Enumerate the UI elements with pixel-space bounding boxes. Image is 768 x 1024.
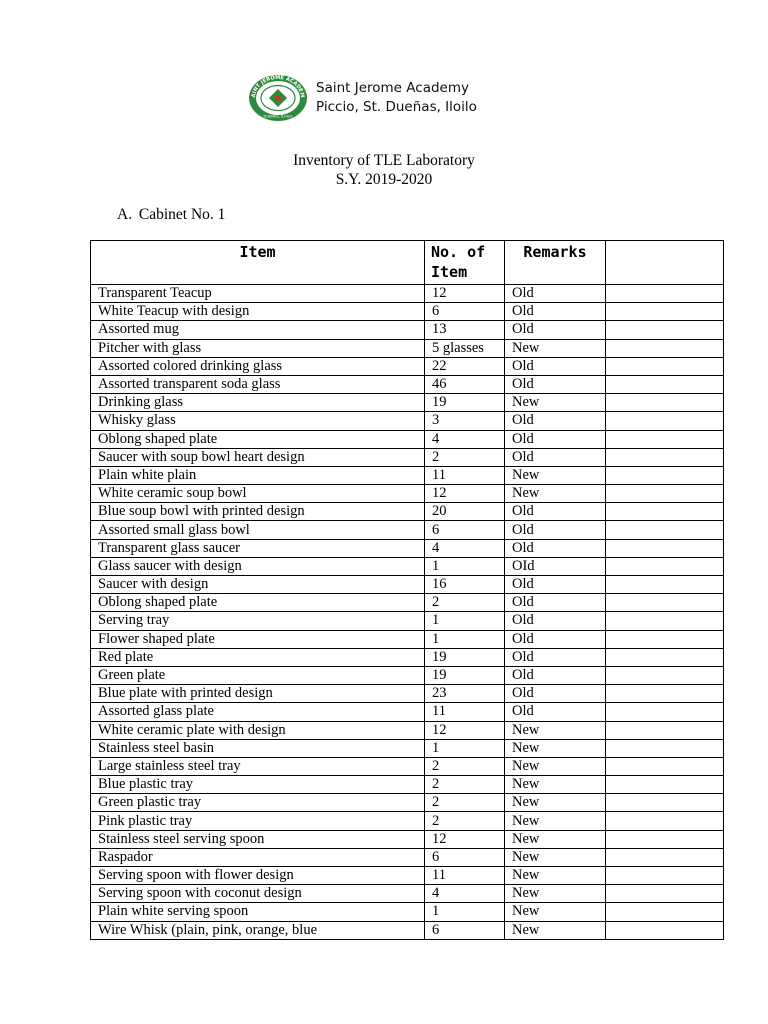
remarks-cell: New (505, 867, 606, 885)
extra-cell (606, 375, 724, 393)
extra-cell (606, 539, 724, 557)
table-row (91, 576, 724, 594)
remarks-cell: Old (505, 430, 606, 448)
item-cell: Oblong shaped plate (91, 594, 425, 612)
remarks-cell: Old (505, 357, 606, 375)
remarks-cell: New (505, 485, 606, 503)
table-row (91, 867, 724, 885)
extra-cell (606, 794, 724, 812)
table-row (91, 357, 724, 375)
table-row (91, 812, 724, 830)
item-cell: Plain white plain (91, 466, 425, 484)
table-row (91, 666, 724, 684)
count-cell: 19 (425, 394, 505, 412)
remarks-cell: New (505, 394, 606, 412)
count-cell: 2 (425, 776, 505, 794)
count-cell: 4 (425, 885, 505, 903)
seal-emblem-center (275, 95, 281, 101)
remarks-cell: Old (505, 448, 606, 466)
remarks-cell: New (505, 903, 606, 921)
count-cell: 6 (425, 921, 505, 939)
count-cell: 1 (425, 739, 505, 757)
extra-cell (606, 594, 724, 612)
column-header-item: Item (91, 241, 425, 285)
extra-cell (606, 739, 724, 757)
count-cell: 1 (425, 612, 505, 630)
remarks-cell: New (505, 739, 606, 757)
remarks-cell: Old (505, 285, 606, 303)
column-header-remarks: Remarks (505, 241, 606, 285)
count-cell: 12 (425, 721, 505, 739)
remarks-cell: New (505, 757, 606, 775)
count-cell: 2 (425, 594, 505, 612)
extra-cell (606, 885, 724, 903)
item-cell: Serving spoon with coconut design (91, 885, 425, 903)
table-row (91, 848, 724, 866)
school-info (316, 79, 477, 117)
item-cell: Oblong shaped plate (91, 430, 425, 448)
remarks-cell: Old (505, 521, 606, 539)
extra-cell (606, 412, 724, 430)
count-cell: 20 (425, 503, 505, 521)
extra-cell (606, 612, 724, 630)
extra-cell (606, 557, 724, 575)
table-row (91, 466, 724, 484)
extra-cell (606, 921, 724, 939)
count-cell: 11 (425, 703, 505, 721)
remarks-cell: Old (505, 303, 606, 321)
item-cell: Assorted transparent soda glass (91, 375, 425, 393)
count-cell: 6 (425, 303, 505, 321)
count-cell: 2 (425, 812, 505, 830)
item-cell: Saucer with design (91, 576, 425, 594)
remarks-cell: Old (505, 666, 606, 684)
section-letter: A. (117, 206, 133, 223)
table-row (91, 703, 724, 721)
item-cell: Stainless steel serving spoon (91, 830, 425, 848)
table-row (91, 285, 724, 303)
table-row (91, 739, 724, 757)
count-cell: 13 (425, 321, 505, 339)
item-cell: White ceramic plate with design (91, 721, 425, 739)
remarks-cell: Old (505, 703, 606, 721)
item-cell: Blue plate with printed design (91, 685, 425, 703)
item-cell: Assorted small glass bowl (91, 521, 425, 539)
inventory-table (90, 240, 724, 940)
extra-cell (606, 830, 724, 848)
school-header (248, 74, 477, 122)
extra-cell (606, 721, 724, 739)
table-row (91, 339, 724, 357)
extra-cell (606, 503, 724, 521)
item-cell: White ceramic soup bowl (91, 485, 425, 503)
extra-cell (606, 848, 724, 866)
count-cell: 1 (425, 903, 505, 921)
extra-cell (606, 630, 724, 648)
item-cell: Whisky glass (91, 412, 425, 430)
table-row (91, 685, 724, 703)
count-cell: 2 (425, 757, 505, 775)
item-cell: Green plate (91, 666, 425, 684)
table-row (91, 448, 724, 466)
extra-cell (606, 685, 724, 703)
remarks-cell: Old (505, 375, 606, 393)
table-row (91, 412, 724, 430)
table-row (91, 830, 724, 848)
item-cell: Serving spoon with flower design (91, 867, 425, 885)
item-cell: Raspador (91, 848, 425, 866)
document-title: Inventory of TLE Laboratory (293, 152, 475, 169)
count-cell: 12 (425, 285, 505, 303)
table-row (91, 648, 724, 666)
table-row (91, 321, 724, 339)
extra-cell (606, 903, 724, 921)
table-row (91, 375, 724, 393)
extra-cell (606, 648, 724, 666)
extra-cell (606, 867, 724, 885)
extra-cell (606, 321, 724, 339)
count-cell: 6 (425, 521, 505, 539)
column-header-extra (606, 241, 724, 285)
extra-cell (606, 757, 724, 775)
remarks-cell: Old (505, 612, 606, 630)
seal-subtext: DUEÑAS, ILOILO (263, 114, 293, 119)
seal-text: AINT JEROME ACADEM (250, 74, 306, 99)
extra-cell (606, 576, 724, 594)
count-cell: 46 (425, 375, 505, 393)
remarks-cell: New (505, 794, 606, 812)
extra-cell (606, 339, 724, 357)
count-cell: 16 (425, 576, 505, 594)
remarks-cell: Old (505, 412, 606, 430)
count-cell: 4 (425, 430, 505, 448)
remarks-cell: New (505, 466, 606, 484)
school-name: Saint Jerome Academy (316, 80, 469, 96)
item-cell: Pitcher with glass (91, 339, 425, 357)
column-header-count: No. of Item (425, 241, 505, 285)
remarks-cell: New (505, 721, 606, 739)
extra-cell (606, 357, 724, 375)
count-cell: 3 (425, 412, 505, 430)
table-row (91, 303, 724, 321)
remarks-cell: New (505, 812, 606, 830)
remarks-cell: New (505, 830, 606, 848)
count-cell: 19 (425, 648, 505, 666)
item-cell: Assorted colored drinking glass (91, 357, 425, 375)
count-cell: 19 (425, 666, 505, 684)
table-row (91, 485, 724, 503)
item-cell: Flower shaped plate (91, 630, 425, 648)
count-cell: 2 (425, 448, 505, 466)
table-row (91, 612, 724, 630)
item-cell: Stainless steel basin (91, 739, 425, 757)
table-row (91, 430, 724, 448)
table-row (91, 521, 724, 539)
item-cell: Blue plastic tray (91, 776, 425, 794)
item-cell: Blue soup bowl with printed design (91, 503, 425, 521)
remarks-cell: Old (505, 503, 606, 521)
remarks-cell: New (505, 921, 606, 939)
section-name: Cabinet No. 1 (138, 206, 226, 223)
table-header-row (91, 241, 724, 285)
extra-cell (606, 776, 724, 794)
remarks-cell: New (505, 776, 606, 794)
count-cell: 23 (425, 685, 505, 703)
table-row (91, 794, 724, 812)
item-cell: Serving tray (91, 612, 425, 630)
table-row (91, 539, 724, 557)
item-cell: Transparent glass saucer (91, 539, 425, 557)
count-cell: 12 (425, 485, 505, 503)
extra-cell (606, 812, 724, 830)
remarks-cell: New (505, 339, 606, 357)
extra-cell (606, 466, 724, 484)
item-cell: White Teacup with design (91, 303, 425, 321)
count-cell: 12 (425, 830, 505, 848)
table-row (91, 757, 724, 775)
extra-cell (606, 430, 724, 448)
section-heading (117, 206, 225, 224)
extra-cell (606, 394, 724, 412)
remarks-cell: New (505, 848, 606, 866)
table-row (91, 557, 724, 575)
item-cell: Green plastic tray (91, 794, 425, 812)
item-cell: Saucer with soup bowl heart design (91, 448, 425, 466)
extra-cell (606, 666, 724, 684)
item-cell: Pink plastic tray (91, 812, 425, 830)
remarks-cell: Old (505, 648, 606, 666)
remarks-cell: Old (505, 539, 606, 557)
table-row (91, 594, 724, 612)
item-cell: Transparent Teacup (91, 285, 425, 303)
table-row (91, 885, 724, 903)
count-cell: 5 glasses (425, 339, 505, 357)
extra-cell (606, 303, 724, 321)
table-row (91, 503, 724, 521)
item-cell: Red plate (91, 648, 425, 666)
count-cell: 6 (425, 848, 505, 866)
table-row (91, 721, 724, 739)
item-cell: Wire Whisk (plain, pink, orange, blue (91, 921, 425, 939)
extra-cell (606, 521, 724, 539)
remarks-cell: New (505, 885, 606, 903)
item-cell: Plain white serving spoon (91, 903, 425, 921)
remarks-cell: Old (505, 576, 606, 594)
school-address: Piccio, St. Dueñas, Iloilo (316, 99, 477, 115)
item-cell: Large stainless steel tray (91, 757, 425, 775)
school-year: S.Y. 2019-2020 (335, 171, 433, 188)
count-cell: 11 (425, 867, 505, 885)
remarks-cell: Old (505, 594, 606, 612)
count-cell: 1 (425, 557, 505, 575)
table-row (91, 776, 724, 794)
extra-cell (606, 703, 724, 721)
table-row (91, 630, 724, 648)
count-cell: 4 (425, 539, 505, 557)
remarks-cell: Old (505, 685, 606, 703)
inventory-table-body (91, 285, 724, 940)
count-cell: 22 (425, 357, 505, 375)
extra-cell (606, 285, 724, 303)
table-row (91, 903, 724, 921)
remarks-cell: Old (505, 630, 606, 648)
remarks-cell: OId (505, 557, 606, 575)
table-row (91, 921, 724, 939)
remarks-cell: Old (505, 321, 606, 339)
item-cell: Assorted glass plate (91, 703, 425, 721)
school-seal-icon (248, 74, 308, 122)
extra-cell (606, 485, 724, 503)
item-cell: Drinking glass (91, 394, 425, 412)
count-cell: 1 (425, 630, 505, 648)
table-row (91, 394, 724, 412)
extra-cell (606, 448, 724, 466)
count-cell: 2 (425, 794, 505, 812)
item-cell: Assorted mug (91, 321, 425, 339)
count-cell: 11 (425, 466, 505, 484)
item-cell: Glass saucer with design (91, 557, 425, 575)
